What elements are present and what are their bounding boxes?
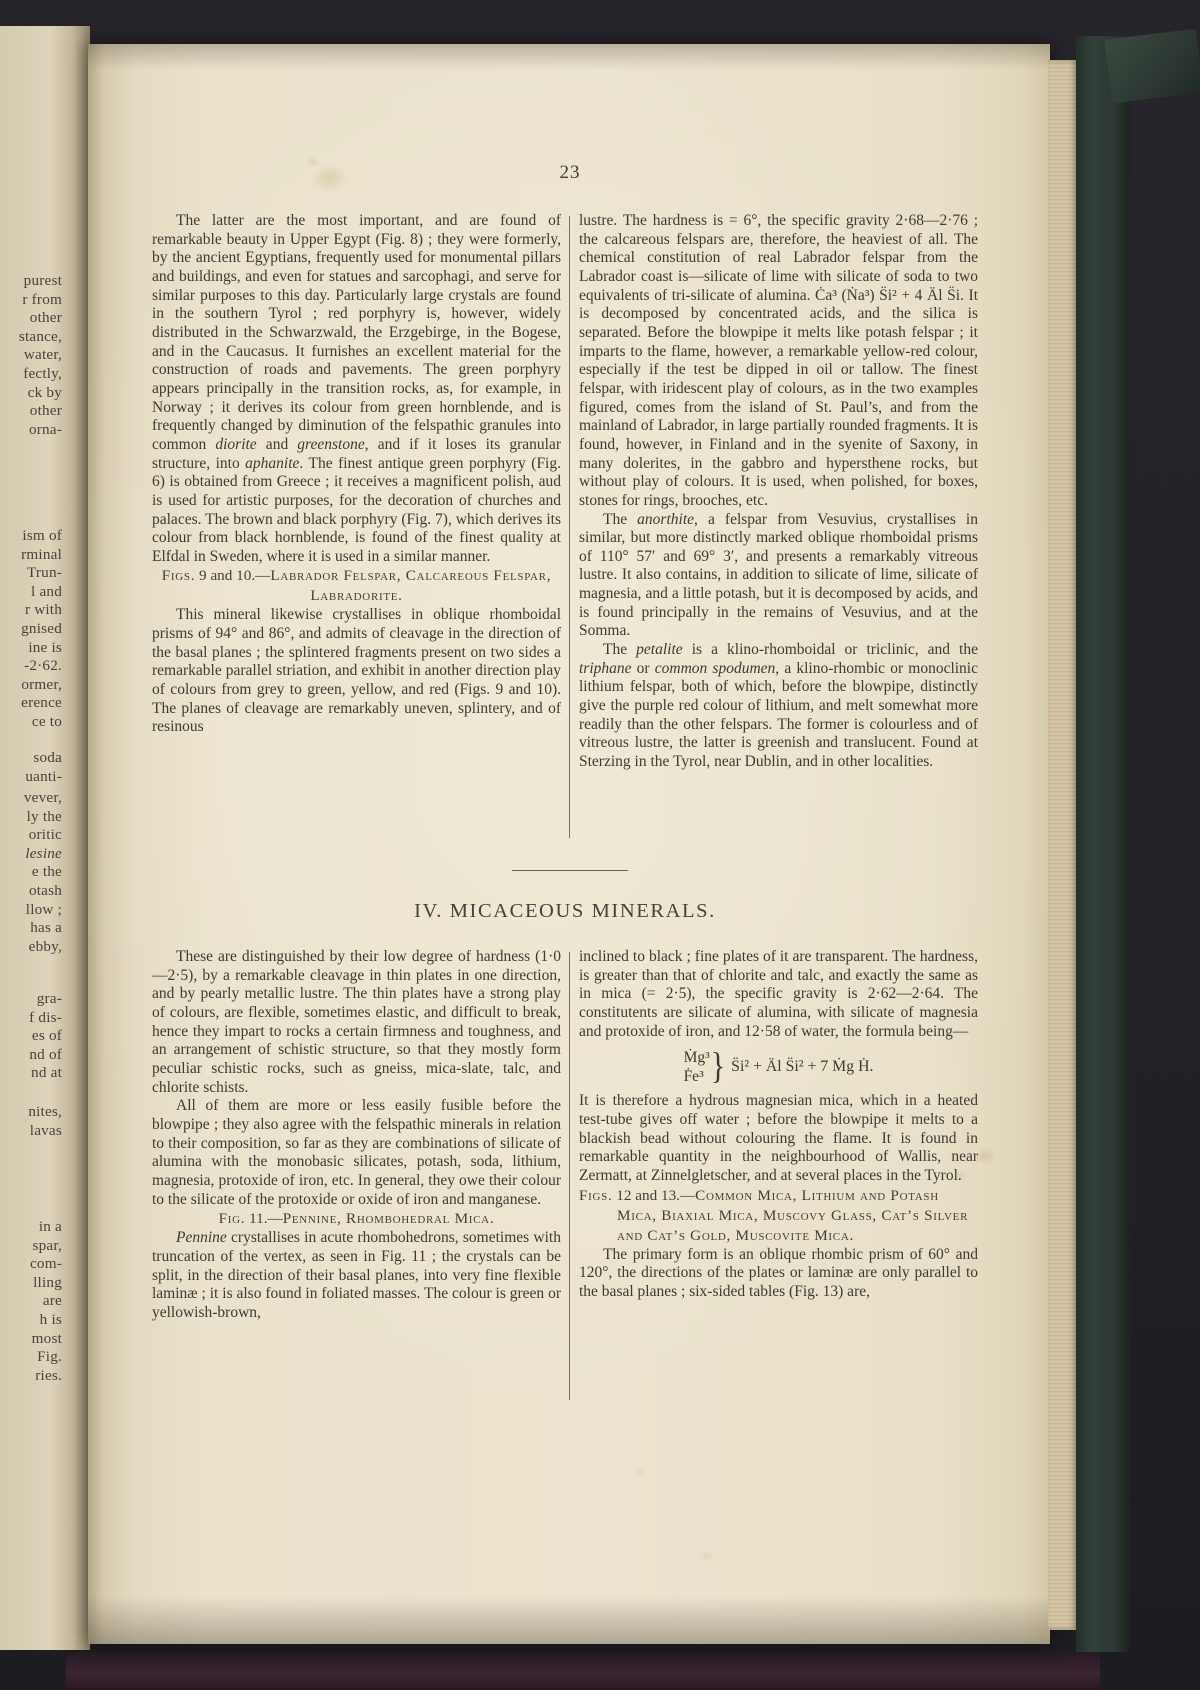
page-edge-text-fragment: nd of — [29, 1045, 62, 1063]
page-top-shadow — [88, 44, 1050, 70]
page-number: 23 — [559, 162, 581, 183]
page-edge-text-fragment: gra- — [36, 990, 62, 1007]
page-block-fore-edge — [1048, 60, 1078, 1630]
page-edge-text-fragment: ries. — [35, 1366, 62, 1384]
paragraph — [152, 948, 561, 1097]
fragment-group — [0, 749, 62, 786]
text-segment: crystallises in acute rhombohedrons, sometimes with truncation of the vertex, as seen in Fig. 11 ; the crystals can be split, in the direction of their basal planes, into very fine flexible laminæ ; it is also found in foliated masses. The colour is green or yellowish-brown, — [152, 1229, 561, 1321]
paragraph — [579, 511, 978, 642]
text-segment: and — [256, 435, 298, 453]
text-segment: is a klino-rhomboidal or triclinic, and the — [682, 641, 978, 659]
page-edge-text-fragment: spar, — [32, 1236, 62, 1254]
page-edge-text-fragment: ly the — [26, 807, 62, 825]
paragraph — [152, 1097, 561, 1209]
formula-element: Ḟe³ — [683, 1068, 704, 1086]
book-cover-cloth-edge — [1076, 36, 1130, 1652]
fragment-group — [0, 1103, 62, 1140]
page-edge-text-fragment: purest — [23, 272, 62, 289]
page-edge-text-fragment: uanti- — [25, 767, 62, 785]
page-edge-text-fragment: orna- — [28, 420, 62, 438]
page-edge-text-fragment: llow ; — [25, 900, 62, 918]
figure-caption-heading — [152, 1209, 561, 1229]
text-segment: 9 and 10.— — [195, 567, 271, 585]
page-edge-text-fragment: r with — [24, 601, 62, 619]
page-edge-text-fragment: other — [29, 309, 62, 327]
paragraph — [579, 948, 978, 1041]
paragraph — [579, 641, 978, 772]
text-segment: . The finest antique green porphyry (Fig. 6) is obtained from Greece ; it receives a magnificent polish, aud is used for artistic purposes, for the decoration of churches and palaces. The brown and black porphyry (Fig. 7), which derives its colour from black hornblende, is found of the finest quality at Elfdal in Sweden, where it is used in a similar manner. — [152, 454, 561, 565]
page-edge-text-fragment: nd at — [31, 1064, 62, 1082]
paragraph — [152, 212, 561, 566]
paragraph — [579, 1246, 978, 1302]
text-segment: 12 and 13.— — [612, 1186, 696, 1204]
page-edge-text-fragment: soda — [33, 749, 62, 766]
fragment-group — [0, 272, 62, 439]
page-edge-text-fragment: water, — [23, 346, 62, 364]
page-edge-text-fragment: es of — [31, 1027, 62, 1045]
column-divider-upper — [569, 216, 570, 838]
text-segment: lustre. The hardness is = 6°, the specific gravity 2·68—2·76 ; the calcareous felspars are, therefore, the heaviest of all. The chemical constitution of real Labrador felspar from the Labrador coast is—silicate of lime with silicate of soda to two equivalents of tri-silicate of alumina. Ċa³ (Ṅa³) S̈i² + 4 Äl S̈i. It is decomposed by concentrated acids, and the silica is separated. Before the blowpipe it melts like potash felspar ; it imparts to the flame, however, a remarkable yellow-red colour, especially if the test be dipped in oil or tallow. The finest felspar, with iridescent play of colours, as in the two examples figured, comes from the island of St. Paul’s, and from the mainland of Labrador, in large partially rounded fragments. It is found, however, in Finland and in the syenite of Saxony, in many dolerites, in the gabbro and hypersthene rocks, but without play of colours. It is used, when polished, for boxes, stones for rings, brooches, etc. — [579, 212, 978, 509]
text-segment: 11.— — [245, 1210, 283, 1228]
page-edge-text-fragment: ine is — [28, 638, 62, 656]
desk-surface — [66, 1652, 1100, 1690]
fragment-group — [0, 1218, 62, 1385]
text-segment: diorite — [215, 435, 257, 453]
text-segment: These are distinguished by their low degree of hardness (1·0—2·5), by a remarkable cleavage in thin plates in one direction, and by pearly metallic lustre. The thin plates have a strong play of colours, are flexible, sometimes elastic, and difficult to break, hence they impart to rocks a certain firmness and toughness, and an arrangement of schistic structure, so that they mostly form peculiar schistic rocks, such as gneiss, mica-slate, talc, and chlorite schists. — [152, 948, 561, 1096]
upper-right-column — [579, 212, 978, 772]
page-edge-text-fragment: vever, — [23, 789, 62, 806]
page-edge-text-fragment: lavas — [29, 1121, 62, 1139]
formula-expression: S̈i² + Äl S̈i² + 7 Ṁg Ḣ. — [731, 1057, 874, 1075]
formula-element-stack — [684, 1048, 710, 1086]
page-edge-text-fragment: most — [31, 1329, 62, 1347]
page-edge-text-fragment: other — [29, 402, 62, 420]
text-segment: The latter are the most important, and are found of remarkable beauty in Upper Egypt (Fig. 8) ; they were formerly, by the ancient Egyptians, frequently used for monumental pillars and buildings, and even for statues and sarcophagi, and serve for similar purposes to this day. Particularly large crystals are found in the southern Tyrol ; red porphyry is, however, widely distributed in the Schwarzwald, the Erzgebirge, in the Bogese, and in the Caucasus. It furnishes an excellent material for the construction of roads and pavements. The green porphyry appears principally in the transition rocks, as, for example, in Norway ; it derives its colour from green hornblende, and is frequently changed by diminution of the felspathic granules into common — [152, 212, 561, 453]
formula-element: Ṁg³ — [683, 1049, 710, 1067]
text-segment: anorthite — [637, 510, 695, 528]
text-segment: inclined to black ; fine plates of it are transparent. The hardness, is greater than that of chlorite and talc, and exactly the same as in mica (= 2·5), the specific gravity is 2·62—2·64. The constitutents are silicate of alumina, with silicate of magnesia and protoxide of iron, and 12·58 of water, the formula being— — [579, 948, 978, 1040]
page-edge-text-fragment: lling — [33, 1273, 62, 1291]
page-edge-text-fragment: com- — [29, 1255, 62, 1273]
page-edge-text-fragment: r from — [22, 290, 62, 308]
page-edge-text-fragment: has a — [30, 919, 62, 937]
text-segment: , and if it loses its granular structure, into — [152, 435, 561, 472]
text-segment: or — [631, 659, 655, 677]
text-segment: petalite — [636, 641, 683, 659]
text-segment: The — [603, 510, 638, 528]
text-segment: This mineral likewise crystallises in oblique rhomboidal prisms of 94° and 86°, and admits of cleavage in the direction of the basal planes ; the splintered fragments present on two sides a remarkable parallel striation, and exhibit in another direction play of colours from grey to green, yellow, and red (Figs. 9 and 10). The planes of cleavage are remarkably uneven, splintery, and of resinous — [152, 606, 561, 736]
text-segment: triphane — [579, 659, 632, 677]
page-edge-text-fragment: ebby, — [28, 937, 62, 955]
text-segment: Fig. — [218, 1210, 246, 1228]
page-edge-text-fragment: ism of — [22, 527, 62, 544]
text-segment: Figs. — [579, 1186, 613, 1204]
page-edge-text-fragment: l and — [31, 582, 62, 600]
lower-left-column — [152, 948, 561, 1322]
page-edge-text-fragment: in a — [38, 1218, 62, 1235]
text-segment: , a felspar from Vesuvius, crystallises in similar, but more distinctly marked oblique rhomboidal prisms of 110° 57′ and 69° 3′, and presents a remarkably vitreous lustre. It also contains, in addition to silicate of lime, silicate of magnesia, and a little potash, but it is decomposed by acids, and is found principally in the remains of Vesuvius, and at the Somma. — [579, 510, 978, 640]
formula-brace: } — [710, 1045, 726, 1087]
lower-right-column — [579, 948, 978, 1302]
section-heading: IV. MICACEOUS MINERALS. — [414, 900, 716, 922]
page-edge-text-fragment: nites, — [28, 1103, 62, 1120]
page-edge-text-fragment: ck by — [27, 383, 62, 401]
page-edge-text-fragment: ce to — [31, 712, 62, 730]
text-segment: Pennine, Rhombohedral Mica. — [282, 1210, 495, 1228]
text-segment: Figs. — [161, 567, 196, 585]
page-edge-text-fragment: fectly, — [23, 364, 62, 382]
fragment-group — [0, 990, 62, 1083]
figure-caption-heading — [579, 1186, 978, 1246]
page-edge-text-fragment: f dis- — [29, 1008, 62, 1026]
page-edge-text-fragment: stance, — [18, 327, 62, 345]
page-edge-text-fragment: Fig. — [37, 1348, 62, 1366]
text-segment: , a klino-rhombic or monoclinic lithium felspar, both of which, before the blowpipe, distinctly give the purple red colour of lithium, and melt somewhat more readily than the other felspars. The former is colourless and of vitreous lustre, the latter is greenish and translucent. Found at Sterzing in the Tyrol, near Dublin, and in other localities. — [579, 659, 978, 771]
chemical-formula — [579, 1045, 978, 1087]
page-edge-text-fragment: gnised — [21, 619, 62, 637]
page-edge-text-fragment: otash — [28, 881, 62, 899]
text-segment: Labrador Felspar, Calcareous Felspar, Labradorite. — [270, 567, 552, 605]
text-segment: greenstone — [297, 435, 365, 453]
section-rule — [512, 870, 628, 871]
text-segment: common spodumen — [654, 659, 776, 677]
paragraph — [579, 1092, 978, 1185]
text-segment: aphanite — [245, 454, 300, 472]
page-edge-text-fragment: rminal — [21, 545, 62, 563]
figure-caption-heading — [152, 566, 561, 606]
page-edge-text-fragment: Trun- — [26, 564, 62, 582]
book-cover-corner — [1104, 29, 1200, 104]
page-edge-text-fragment: erence — [21, 694, 62, 712]
page-edge-text-fragment: oritic — [28, 826, 62, 844]
page-edge-text-fragment: -2·62. — [24, 657, 62, 675]
page-edge-text-fragment: e the — [31, 863, 62, 881]
page-bottom-shadow — [88, 1596, 1050, 1644]
paragraph — [152, 1229, 561, 1322]
upper-left-column — [152, 212, 561, 737]
page-edge-text-fragment: ormer, — [21, 675, 62, 693]
text-segment: Common Mica, Lithium and Potash Mica, Biaxial Mica, Muscovy Glass, Cat’s Silver and Cat’s Gold, Muscovite Mica. — [617, 1186, 969, 1244]
page-edge-text-fragment: are — [42, 1292, 62, 1310]
fragment-group — [0, 527, 62, 732]
text-segment: Pennine — [176, 1229, 227, 1247]
page-edge-text-fragment: lesine — [25, 844, 62, 862]
page-edge-text-fragment: h is — [39, 1310, 62, 1328]
fragment-group — [0, 789, 62, 956]
text-segment: It is therefore a hydrous magnesian mica, which in a heated test-tube gives off water ; before the blowpipe it melts to a blackish bead without colouring the flame. It is found in remarkable quantity in the neighbourhood of Wallis, near Zermatt, at Zinnelgletscher, and at several places in the Tyrol. — [579, 1092, 978, 1184]
paragraph — [152, 606, 561, 737]
text-segment: The — [603, 641, 637, 659]
text-segment: All of them are more or less easily fusible before the blowpipe ; they also agree with the felspathic minerals in relation to their composition, so far as they are combinations of silicate of alumina with the monobasic silicates, potash, soda, lithium, magnesia, protoxide of iron, etc. In general, they owe their colour to the silicate of the protoxide or oxide of iron and manganese. — [152, 1097, 561, 1208]
text-segment: The primary form is an oblique rhombic prism of 60° and 120°, the directions of the plates or laminæ are only parallel to the basal planes ; six-sided tables (Fig. 13) are, — [579, 1245, 978, 1300]
column-divider-lower — [569, 952, 570, 1400]
paragraph — [579, 212, 978, 511]
